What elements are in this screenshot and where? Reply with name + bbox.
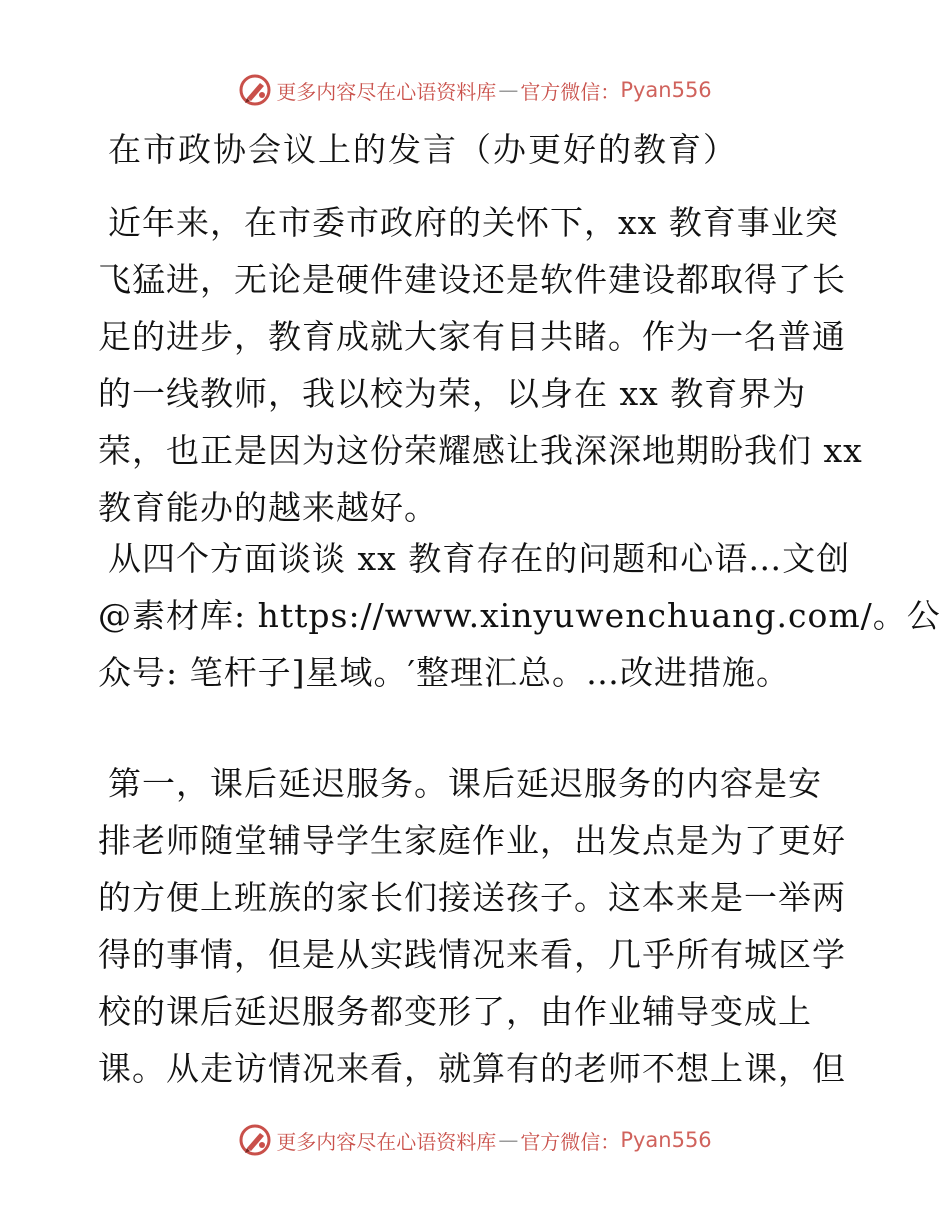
paragraph-line: 排老师随堂辅导学生家庭作业，出发点是为了更好 [98,821,846,860]
watermark-wechat-label: 官方微信： [520,79,621,104]
paragraph-line: 课。从走访情况来看，就算有的老师不想上课，但 [98,1049,846,1088]
paragraph-1 [98,194,863,536]
watermark-separator: — [498,78,519,102]
watermark-banner-bottom [0,1120,950,1160]
paragraph-line: @素材库: https://www.xinyuwenchuang.com/。公 [98,596,941,635]
paragraph-line: 校的课后延迟服务都变形了，由作业辅导变成上 [98,992,812,1031]
watermark-text: 更多内容尽在心语资料库 [276,79,497,104]
pen-logo-icon [238,1123,272,1157]
watermark-separator: — [498,1128,519,1152]
watermark-text: 更多内容尽在心语资料库 [276,1129,497,1154]
pen-logo-icon [238,73,272,107]
paragraph-line: 第一，课后延迟服务。课后延迟服务的内容是安 [108,764,822,803]
document-title: 在市政协会议上的发言（办更好的教育） [108,130,738,169]
paragraph-2 [98,530,941,701]
paragraph-3 [98,755,858,1097]
paragraph-line: 飞猛进，无论是硬件建设还是软件建设都取得了长 [98,260,846,299]
paragraph-line: 得的事情，但是从实践情况来看，几乎所有城区学 [98,935,846,974]
paragraph-line: 的方便上班族的家长们接送孩子。这本来是一举两 [98,878,846,917]
paragraph-line: 众号: 笔杆子]星域。′整理汇总。…改进措施。 [98,653,790,692]
paragraph-line: 教育能办的越来越好。 [98,488,438,527]
watermark-wechat-label: 官方微信： [520,1129,621,1154]
paragraph-line: 荣，也正是因为这份荣耀感让我深深地期盼我们 xx [98,431,863,470]
paragraph-line: 足的进步，教育成就大家有目共睹。作为一名普通 [98,317,846,356]
paragraph-line: 从四个方面谈谈 xx 教育存在的问题和心语…文创 [108,539,851,578]
watermark-wechat-id: Pyan556 [620,78,712,102]
paragraph-line: 近年来，在市委市政府的关怀下，xx 教育事业突 [108,203,839,242]
watermark-banner-top [0,70,950,110]
watermark-wechat-id: Pyan556 [620,1128,712,1152]
paragraph-line: 的一线教师，我以校为荣，以身在 xx 教育界为 [98,374,807,413]
